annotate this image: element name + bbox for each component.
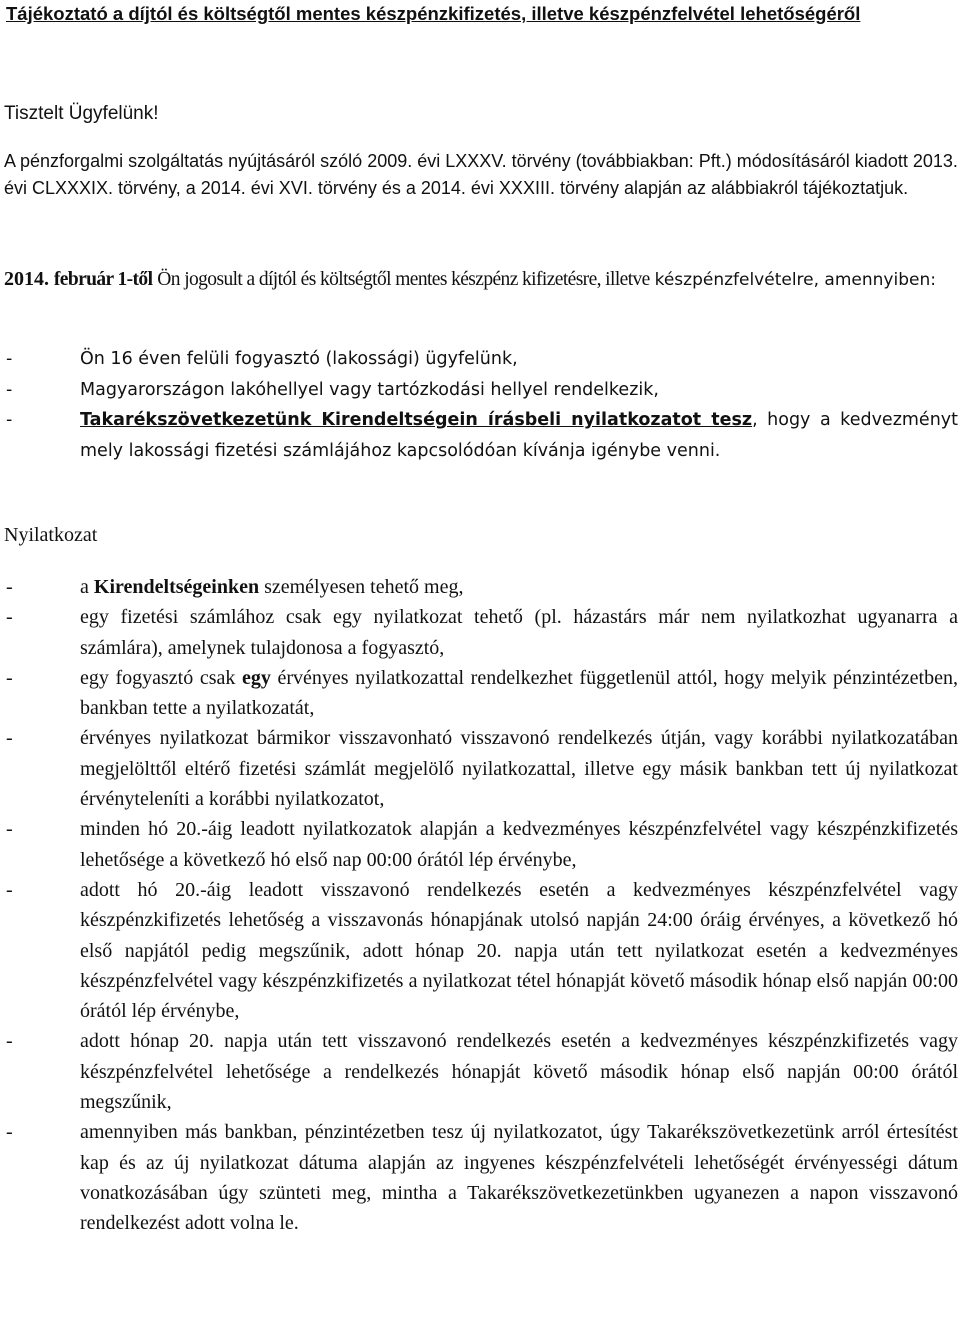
greeting: Tisztelt Ügyfelünk!	[4, 103, 159, 124]
declaration-text: minden hó 20.-áig leadott nyilatkozatok alapján a kedvezményes készpénzfelvétel vagy készpénzkifizetés lehetősége a következő hó első nap 00:00 órától lép érvénybe,	[80, 818, 958, 871]
declaration-text: adott hó 20.-áig leadott visszavonó rendelkezés esetén a kedvezményes készpénzfelvétel vagy készpénzkifizetés lehetőség a visszavonás hónapjának utolsó napján 24:00 óráig érvényes, a következő hó első napjától pedig megszűnik, adott hónap 20. napja után tett nyilatkozat esetén a kedvezményes készpénzfelvétel vagy készpénzkifizetés a nyilatkozat tétel hónapját követő második hónap első napján 00:00 órától lép érvénybe,	[80, 878, 958, 1023]
eligibility-lead-paragraph	[4, 264, 959, 295]
declaration-heading: Nyilatkozat	[4, 524, 98, 546]
dash-bullet: -	[6, 666, 13, 689]
dash-bullet: -	[6, 349, 13, 369]
dash-bullet: -	[6, 410, 13, 430]
dash-bullet: -	[6, 576, 13, 598]
lead-rest: készpénzfelvételre, amennyiben:	[654, 270, 936, 290]
list-item	[0, 814, 958, 875]
list-item	[0, 572, 958, 602]
document-title: Tájékoztató a díjtól és költségtől mentes készpénzkifizetés, illetve készpénzfelvétel lehetőségéről	[6, 3, 861, 24]
declaration-emphasis: egy	[242, 666, 271, 689]
declaration-text: amennyiben más bankban, pénzintézetben tesz új nyilatkozatot, úgy Takarékszövetkezetünk arról értesítést kap és az új nyilatkozat dátuma alapján az ingyenes készpénzfelvételi lehetőségét érvényességi dátum vonatkozásában úgy szünteti meg, mintha a Takarékszövetkezetünkben ugyanezen a napon visszavonó rendelkezést adott volna le.	[80, 1121, 958, 1235]
declaration-text: egy fizetési számlához csak egy nyilatkozat tehető (pl. házastárs már nem nyilatkozhat ugyanarra a számlára), amelynek tulajdonosa a fogyasztó,	[80, 606, 958, 659]
declaration-text-continued: személyesen tehető meg,	[259, 576, 464, 598]
dash-bullet: -	[6, 1030, 13, 1053]
declaration-text-continued: érvényes nyilatkozattal rendelkezhet függetlenül attól, hogy melyik pénzintézetben, bankban tette a nyilatkozatát,	[80, 666, 958, 720]
dash-bullet: -	[6, 606, 13, 629]
condition-text: Ön 16 éven felüli fogyasztó (lakossági) ügyfelünk,	[80, 349, 518, 369]
lead-condition: Ön jogosult a díjtól és költségtől mentes készpénz kifizetésre, illetve	[157, 269, 650, 290]
list-item	[0, 344, 958, 375]
list-item	[0, 602, 958, 663]
list-item	[0, 1026, 958, 1117]
dash-bullet: -	[6, 379, 13, 400]
intro-paragraph: A pénzforgalmi szolgáltatás nyújtásáról szóló 2009. évi LXXXV. törvény (továbbiakban: Pft.) módosításáról kiadott 2013. évi CLXXXIX. törvény, a 2014. évi XVI. törvény és a 2014. évi XXXIII. törvény alapján az alábbiakról tájékoztatjuk.	[4, 151, 958, 198]
dash-bullet: -	[6, 727, 13, 750]
declaration-rules-list	[0, 572, 958, 1239]
declaration-emphasis: Kirendeltségeinken	[93, 576, 260, 598]
declaration-text: adott hónap 20. napja után tett visszavonó rendelkezés esetén a kedvezményes készpénzkifizetés vagy készpénzfelvétel lehetősége a rendelkezés hónapját követő második hónap első napján 00:00 órától megszűnik,	[80, 1030, 958, 1114]
dash-bullet: -	[6, 878, 13, 901]
condition-emphasis: Takarékszövetkezetünk Kirendeltségein írásbeli nyilatkozatot tesz	[80, 410, 753, 430]
list-item	[0, 1117, 958, 1238]
lead-year: 2014.	[4, 268, 49, 290]
list-item	[0, 375, 958, 406]
declaration-text: egy fogyasztó csak	[80, 666, 243, 689]
eligibility-conditions-list	[0, 344, 958, 466]
list-item	[0, 405, 958, 466]
dash-bullet: -	[6, 818, 13, 841]
lead-date: február 1-től	[53, 269, 153, 290]
list-item	[0, 663, 958, 724]
declaration-text: a	[80, 576, 94, 598]
dash-bullet: -	[6, 1121, 13, 1144]
declaration-text: érvényes nyilatkozat bármikor visszavonható visszavonó rendelkezés útján, vagy korábbi nyilatkozatában megjelölttől eltérő fizetési számlát megjelölő nyilatkozattal, illetve egy másik bankban tett új nyilatkozat érvényteleníti a korábbi nyilatkozatot,	[80, 727, 958, 811]
list-item	[0, 723, 958, 814]
condition-text: , hogy a kedvezményt mely lakossági fizetési számlájához kapcsolódóan kívánja igénybe venni.	[80, 410, 959, 461]
list-item	[0, 875, 958, 1026]
condition-text: Magyarországon lakóhellyel vagy tartózkodási hellyel rendelkezik,	[80, 379, 659, 400]
